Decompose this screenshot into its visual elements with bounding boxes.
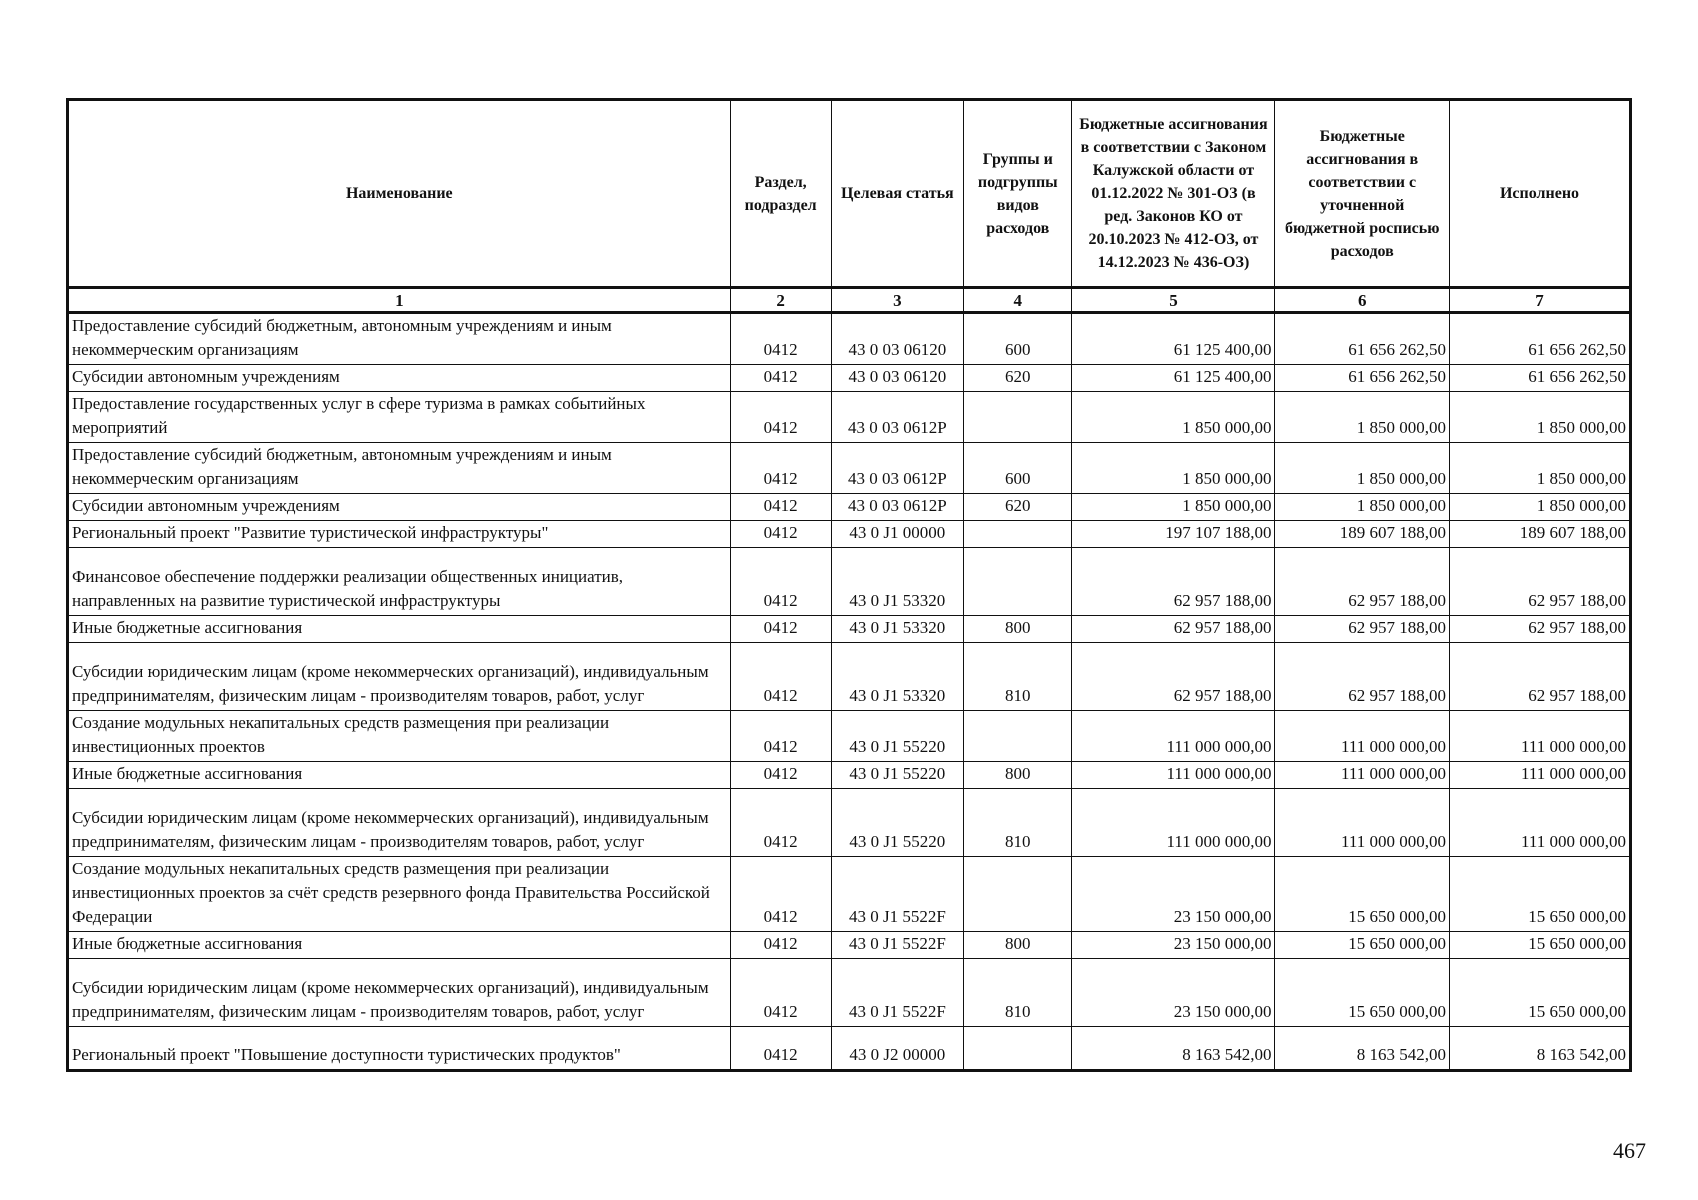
header-refined-allocations: Бюджетные ассигнования в соответствии с уточненной бюджетной росписью расходов — [1275, 100, 1450, 288]
cell-section: 0412 — [730, 1027, 831, 1071]
cell-executed-amount: 111 000 000,00 — [1450, 789, 1631, 857]
cell-section: 0412 — [730, 392, 831, 443]
cell-refined-amount: 1 850 000,00 — [1275, 494, 1450, 521]
cell-section: 0412 — [730, 313, 831, 365]
column-number: 5 — [1072, 288, 1275, 313]
cell-executed-amount: 1 850 000,00 — [1450, 494, 1631, 521]
cell-executed-amount: 62 957 188,00 — [1450, 548, 1631, 616]
cell-expense-type — [964, 521, 1072, 548]
cell-expense-type — [964, 1027, 1072, 1071]
cell-law-amount: 1 850 000,00 — [1072, 494, 1275, 521]
table-row — [68, 643, 1631, 711]
cell-article: 43 0 J1 53320 — [831, 548, 964, 616]
cell-law-amount: 23 150 000,00 — [1072, 932, 1275, 959]
cell-name: Субсидии юридическим лицам (кроме некоммерческих организаций), индивидуальным предпринимателям, физическим лицам - производителям товаров, работ, услуг — [68, 643, 731, 711]
cell-expense-type: 800 — [964, 932, 1072, 959]
cell-law-amount: 23 150 000,00 — [1072, 959, 1275, 1027]
cell-section: 0412 — [730, 959, 831, 1027]
cell-refined-amount: 61 656 262,50 — [1275, 313, 1450, 365]
cell-refined-amount: 111 000 000,00 — [1275, 711, 1450, 762]
cell-name: Иные бюджетные ассигнования — [68, 616, 731, 643]
cell-section: 0412 — [730, 548, 831, 616]
cell-executed-amount: 61 656 262,50 — [1450, 365, 1631, 392]
cell-name: Предоставление субсидий бюджетным, автономным учреждениям и иным некоммерческим организациям — [68, 443, 731, 494]
table-row — [68, 932, 1631, 959]
column-number: 6 — [1275, 288, 1450, 313]
cell-name: Субсидии юридическим лицам (кроме некоммерческих организаций), индивидуальным предпринимателям, физическим лицам - производителям товаров, работ, услуг — [68, 959, 731, 1027]
cell-article: 43 0 03 0612P — [831, 443, 964, 494]
cell-section: 0412 — [730, 932, 831, 959]
cell-expense-type: 620 — [964, 494, 1072, 521]
cell-article: 43 0 J1 55220 — [831, 789, 964, 857]
cell-name: Создание модульных некапитальных средств размещения при реализации инвестиционных проектов за счёт средств резервного фонда Правительства Российской Федерации — [68, 857, 731, 932]
cell-name: Региональный проект "Повышение доступности туристических продуктов" — [68, 1027, 731, 1071]
column-number: 4 — [964, 288, 1072, 313]
cell-expense-type — [964, 711, 1072, 762]
cell-refined-amount: 15 650 000,00 — [1275, 857, 1450, 932]
cell-expense-type — [964, 392, 1072, 443]
cell-law-amount: 62 957 188,00 — [1072, 643, 1275, 711]
cell-executed-amount: 111 000 000,00 — [1450, 711, 1631, 762]
cell-executed-amount: 1 850 000,00 — [1450, 443, 1631, 494]
cell-article: 43 0 J1 53320 — [831, 616, 964, 643]
cell-executed-amount: 62 957 188,00 — [1450, 616, 1631, 643]
cell-executed-amount: 61 656 262,50 — [1450, 313, 1631, 365]
cell-article: 43 0 03 0612P — [831, 392, 964, 443]
table-row — [68, 711, 1631, 762]
cell-law-amount: 23 150 000,00 — [1072, 857, 1275, 932]
cell-name: Региональный проект "Развитие туристической инфраструктуры" — [68, 521, 731, 548]
cell-article: 43 0 J1 5522F — [831, 857, 964, 932]
header-executed: Исполнено — [1450, 100, 1631, 288]
cell-law-amount: 111 000 000,00 — [1072, 711, 1275, 762]
cell-executed-amount: 62 957 188,00 — [1450, 643, 1631, 711]
cell-section: 0412 — [730, 643, 831, 711]
table-row — [68, 521, 1631, 548]
header-article: Целевая статья — [831, 100, 964, 288]
table-body — [68, 313, 1631, 1071]
cell-section: 0412 — [730, 494, 831, 521]
cell-name: Субсидии юридическим лицам (кроме некоммерческих организаций), индивидуальным предпринимателям, физическим лицам - производителям товаров, работ, услуг — [68, 789, 731, 857]
cell-section: 0412 — [730, 616, 831, 643]
header-row — [68, 100, 1631, 288]
cell-section: 0412 — [730, 365, 831, 392]
table-row — [68, 392, 1631, 443]
cell-law-amount: 197 107 188,00 — [1072, 521, 1275, 548]
header-section: Раздел, подраздел — [730, 100, 831, 288]
column-number: 1 — [68, 288, 731, 313]
cell-article: 43 0 J1 55220 — [831, 762, 964, 789]
table-row — [68, 857, 1631, 932]
cell-executed-amount: 111 000 000,00 — [1450, 762, 1631, 789]
table-row — [68, 365, 1631, 392]
cell-article: 43 0 J1 55220 — [831, 711, 964, 762]
header-name: Наименование — [68, 100, 731, 288]
cell-expense-type: 600 — [964, 313, 1072, 365]
cell-refined-amount: 15 650 000,00 — [1275, 959, 1450, 1027]
cell-name: Иные бюджетные ассигнования — [68, 932, 731, 959]
cell-article: 43 0 J1 5522F — [831, 959, 964, 1027]
table-row — [68, 616, 1631, 643]
cell-section: 0412 — [730, 789, 831, 857]
cell-executed-amount: 8 163 542,00 — [1450, 1027, 1631, 1071]
table-row — [68, 548, 1631, 616]
column-number-row — [68, 288, 1631, 313]
cell-expense-type: 810 — [964, 643, 1072, 711]
cell-section: 0412 — [730, 521, 831, 548]
cell-executed-amount: 15 650 000,00 — [1450, 932, 1631, 959]
cell-refined-amount: 62 957 188,00 — [1275, 616, 1450, 643]
cell-law-amount: 62 957 188,00 — [1072, 548, 1275, 616]
column-number: 2 — [730, 288, 831, 313]
cell-law-amount: 61 125 400,00 — [1072, 365, 1275, 392]
table-row — [68, 494, 1631, 521]
cell-name: Предоставление государственных услуг в сфере туризма в рамках событийных мероприятий — [68, 392, 731, 443]
cell-expense-type — [964, 548, 1072, 616]
cell-article: 43 0 03 06120 — [831, 365, 964, 392]
cell-article: 43 0 J1 5522F — [831, 932, 964, 959]
cell-law-amount: 111 000 000,00 — [1072, 762, 1275, 789]
cell-section: 0412 — [730, 762, 831, 789]
table-row — [68, 789, 1631, 857]
cell-refined-amount: 1 850 000,00 — [1275, 392, 1450, 443]
table-row — [68, 443, 1631, 494]
cell-expense-type: 600 — [964, 443, 1072, 494]
cell-section: 0412 — [730, 443, 831, 494]
cell-refined-amount: 189 607 188,00 — [1275, 521, 1450, 548]
cell-law-amount: 1 850 000,00 — [1072, 443, 1275, 494]
table-row — [68, 762, 1631, 789]
cell-refined-amount: 111 000 000,00 — [1275, 789, 1450, 857]
column-number: 3 — [831, 288, 964, 313]
cell-article: 43 0 J2 00000 — [831, 1027, 964, 1071]
cell-refined-amount: 1 850 000,00 — [1275, 443, 1450, 494]
cell-refined-amount: 61 656 262,50 — [1275, 365, 1450, 392]
cell-law-amount: 62 957 188,00 — [1072, 616, 1275, 643]
column-number: 7 — [1450, 288, 1631, 313]
cell-article: 43 0 J1 53320 — [831, 643, 964, 711]
cell-expense-type: 800 — [964, 616, 1072, 643]
cell-refined-amount: 62 957 188,00 — [1275, 643, 1450, 711]
cell-expense-type: 810 — [964, 959, 1072, 1027]
page-number: 467 — [1613, 1138, 1646, 1163]
cell-law-amount: 8 163 542,00 — [1072, 1027, 1275, 1071]
table-row — [68, 1027, 1631, 1071]
cell-law-amount: 61 125 400,00 — [1072, 313, 1275, 365]
cell-executed-amount: 189 607 188,00 — [1450, 521, 1631, 548]
table-row — [68, 313, 1631, 365]
cell-article: 43 0 J1 00000 — [831, 521, 964, 548]
cell-executed-amount: 15 650 000,00 — [1450, 857, 1631, 932]
cell-law-amount: 1 850 000,00 — [1072, 392, 1275, 443]
cell-law-amount: 111 000 000,00 — [1072, 789, 1275, 857]
cell-expense-type — [964, 857, 1072, 932]
cell-name: Субсидии автономным учреждениям — [68, 365, 731, 392]
cell-expense-type: 810 — [964, 789, 1072, 857]
cell-article: 43 0 03 06120 — [831, 313, 964, 365]
cell-expense-type: 620 — [964, 365, 1072, 392]
cell-refined-amount: 8 163 542,00 — [1275, 1027, 1450, 1071]
cell-name: Создание модульных некапитальных средств размещения при реализации инвестиционных проектов — [68, 711, 731, 762]
cell-name: Предоставление субсидий бюджетным, автономным учреждениям и иным некоммерческим организациям — [68, 313, 731, 365]
cell-executed-amount: 15 650 000,00 — [1450, 959, 1631, 1027]
cell-executed-amount: 1 850 000,00 — [1450, 392, 1631, 443]
cell-refined-amount: 62 957 188,00 — [1275, 548, 1450, 616]
cell-name: Финансовое обеспечение поддержки реализации общественных инициатив, направленных на развитие туристической инфраструктуры — [68, 548, 731, 616]
cell-section: 0412 — [730, 711, 831, 762]
header-expense-type: Группы и подгруппы видов расходов — [964, 100, 1072, 288]
cell-name: Субсидии автономным учреждениям — [68, 494, 731, 521]
cell-article: 43 0 03 0612P — [831, 494, 964, 521]
cell-name: Иные бюджетные ассигнования — [68, 762, 731, 789]
budget-table — [66, 98, 1632, 1072]
cell-refined-amount: 15 650 000,00 — [1275, 932, 1450, 959]
cell-refined-amount: 111 000 000,00 — [1275, 762, 1450, 789]
cell-section: 0412 — [730, 857, 831, 932]
header-law-allocations: Бюджетные ассигнования в соответствии с Законом Калужской области от 01.12.2022 № 301-ОЗ (в ред. Законов КО от 20.10.2023 № 412-ОЗ, от 14.12.2023 № 436-ОЗ) — [1072, 100, 1275, 288]
cell-expense-type: 800 — [964, 762, 1072, 789]
table-row — [68, 959, 1631, 1027]
